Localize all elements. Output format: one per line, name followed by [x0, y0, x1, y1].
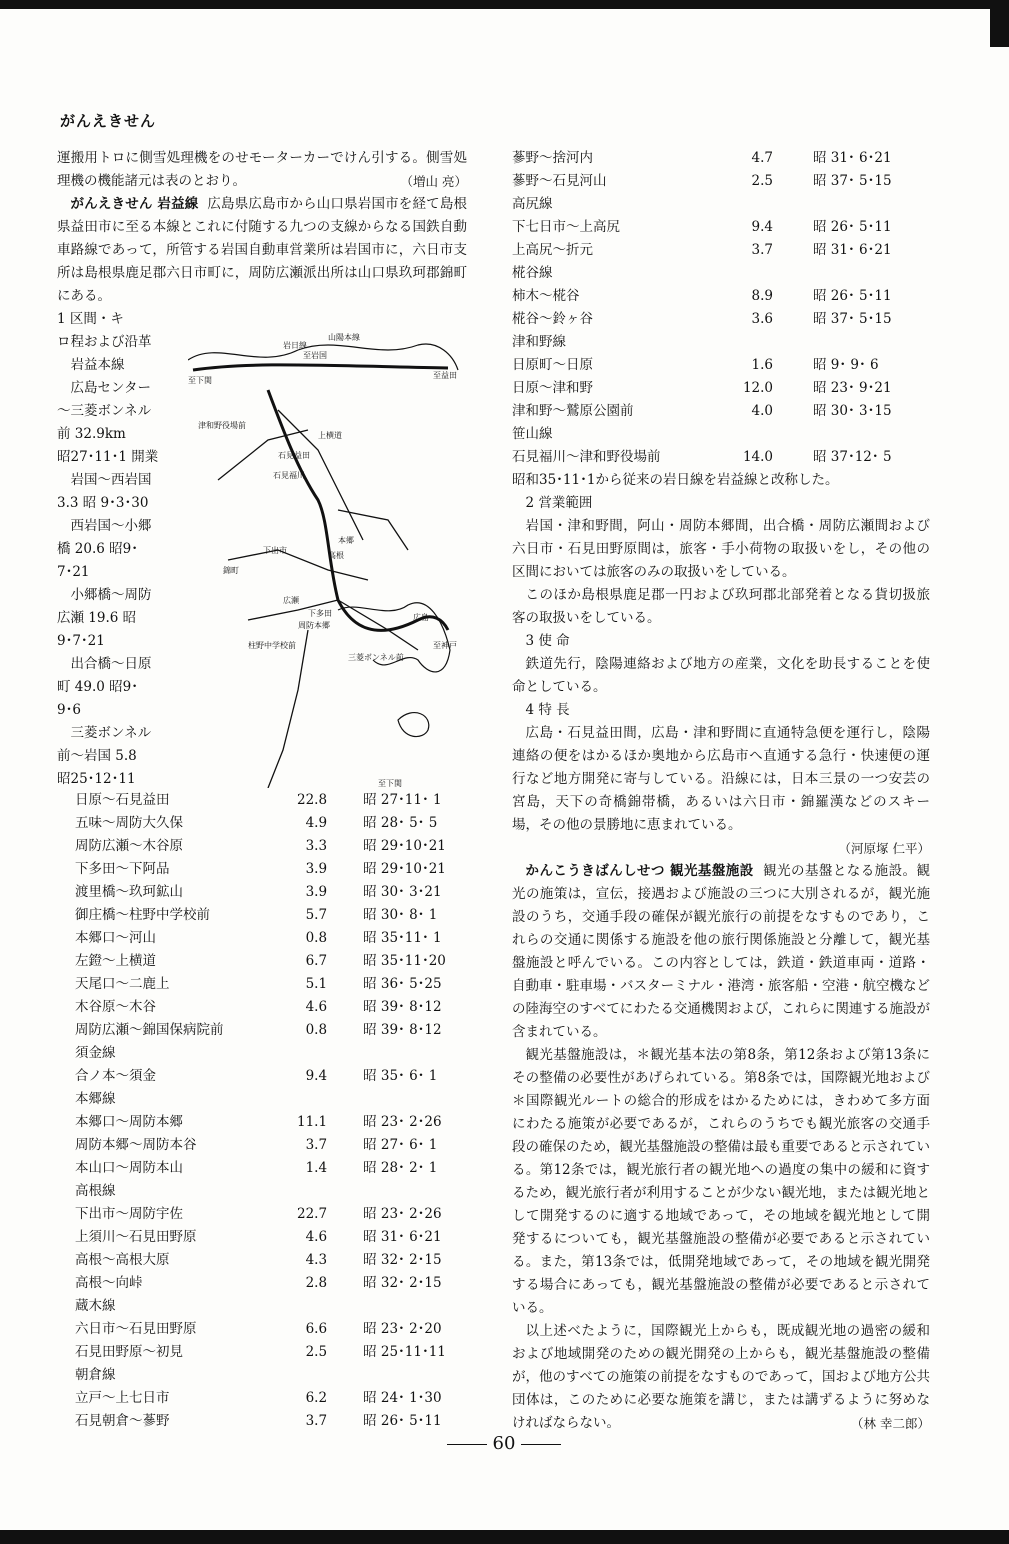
- kanko-entry-heading: かんこうきばんしせつ 観光基盤施設: [525, 863, 754, 879]
- history-line: 小郷橋～周防: [70, 587, 152, 603]
- route-km: [297, 1364, 327, 1387]
- route-opened: 昭 30･ 3･15: [813, 403, 892, 419]
- route-section: 下七日市～上高尻: [512, 219, 620, 235]
- kanko-paragraph-3-text: 以上述べたように，国際観光上からも，既成観光地の過密の緩和および地域開発のための観光開発の上からも，観光基盤施設の整備が，他のすべての施策の前提をなすものであって，国および地方公共団体は，このために必要な施策を講じ，または講ずるように努めなければならない。: [512, 1323, 930, 1431]
- route-km: 4.0: [751, 403, 773, 419]
- route-km: [740, 262, 773, 285]
- kanko-paragraph-3: [512, 1320, 930, 1435]
- route-km: 4.3: [305, 1252, 328, 1268]
- route-map: [188, 330, 460, 788]
- route-line-heading: [512, 262, 892, 285]
- route-opened: 昭 27･11･ 1: [363, 792, 442, 808]
- route-row: [75, 1272, 446, 1295]
- top-border: [0, 0, 1009, 9]
- map-label: 至神戸: [433, 641, 457, 650]
- map-label: 至益田: [433, 371, 457, 380]
- route-section: 石見福川～津和野役場前: [512, 449, 661, 465]
- section-4-text: 広島・石見益田間，広島・津和野間に直通特急便を運行し，陰陽連絡の便をはかるほか奥地から広島市へ直通する急行・快速便の運行など地方開発に寄与している。沿線には，日本三景の一つ安芸の宮島，天下の奇橋錦帯橋，あるいは六日市・錦羅漢などのスキー場，その他の景勝地に恵まれている。: [512, 725, 930, 833]
- route-row: [75, 1065, 446, 1088]
- route-section: 合ノ本～須金: [75, 1068, 156, 1084]
- route-row: [75, 1134, 446, 1157]
- route-section: 御庄橋～柱野中学校前: [75, 907, 210, 923]
- right-route-table: [512, 147, 892, 469]
- route-section: 須金線: [75, 1045, 116, 1061]
- route-section: 蔘野～石見河山: [512, 173, 607, 189]
- route-section: 蔘野～捨河内: [512, 150, 593, 166]
- history-line: 7･21: [57, 564, 90, 580]
- route-opened: 昭 26･ 5･11: [813, 288, 892, 304]
- route-km: 8.9: [751, 288, 773, 304]
- right-column: [512, 147, 930, 1435]
- route-section: 津和野～鷲原公園前: [512, 403, 634, 419]
- route-section: 下多田～下阿品: [75, 861, 170, 877]
- route-row: [512, 377, 892, 400]
- route-line-heading: [75, 1042, 446, 1065]
- route-section: 椛谷線: [512, 265, 553, 281]
- history-line: ロ程および沿革: [57, 334, 152, 350]
- history-line: 岩国～西岩国: [70, 472, 152, 488]
- route-row: [75, 1410, 446, 1433]
- route-km: 4.9: [305, 815, 328, 831]
- route-km: 9.4: [751, 219, 773, 235]
- running-header: がんえきせん: [60, 112, 157, 130]
- map-coastline: [188, 344, 458, 737]
- route-row: [512, 354, 892, 377]
- section-4-title: 4 特 長: [525, 702, 570, 718]
- route-opened: 昭 37･ 5･15: [813, 311, 892, 327]
- route-opened: 昭 28･ 2･ 1: [363, 1160, 438, 1176]
- route-line-heading: [75, 1364, 446, 1387]
- route-km: 12.0: [742, 380, 773, 396]
- route-section: 本郷口～河山: [75, 930, 156, 946]
- map-label: 広瀬: [283, 596, 299, 605]
- route-km: 14.0: [742, 449, 773, 465]
- section-1-history: [57, 308, 165, 791]
- route-km: 3.7: [305, 1137, 328, 1153]
- route-opened: 昭 24･ 1･30: [363, 1390, 442, 1406]
- route-km: 6.2: [305, 1390, 328, 1406]
- route-opened: 昭 39･ 8･12: [363, 1022, 442, 1038]
- history-line: 9･6: [57, 702, 81, 718]
- route-row: [75, 812, 446, 835]
- route-km: 3.9: [305, 861, 328, 877]
- route-section: 木谷原～木谷: [75, 999, 156, 1015]
- route-row: [75, 1387, 446, 1410]
- map-label: 広島: [413, 613, 429, 622]
- route-line-heading: [75, 1180, 446, 1203]
- route-km: 4.6: [305, 1229, 328, 1245]
- route-opened: 昭 35･11･20: [363, 953, 446, 969]
- history-line: 昭27･11･1 開業: [57, 449, 159, 465]
- route-opened: 昭 25･11･11: [363, 1344, 446, 1360]
- map-label: 下出市: [263, 546, 287, 555]
- history-line: 橋 20.6 昭9･: [57, 541, 138, 557]
- route-row: [75, 881, 446, 904]
- route-row: [75, 950, 446, 973]
- section-3-text: 鉄道先行，陰陽連絡および地方の産業，文化を助長することを使命としている。: [512, 656, 930, 695]
- route-km: 11.1: [297, 1114, 328, 1130]
- map-label: 下多田: [308, 609, 332, 618]
- route-km: 5.1: [305, 976, 328, 992]
- route-opened: 昭 35･11･ 1: [363, 930, 442, 946]
- history-line: 3.3 昭 9･3･30: [57, 495, 149, 511]
- route-km: 3.3: [305, 838, 328, 854]
- route-km: 9.4: [305, 1068, 328, 1084]
- route-row: [75, 996, 446, 1019]
- intro-text: 運搬用トロに側雪処理機をのせモーターカーでけん引する。側雪処理機の機能諸元は表のとおり。: [57, 150, 467, 189]
- route-opened: 昭 37･12･ 5: [813, 449, 892, 465]
- map-label: 本郷: [338, 536, 354, 545]
- route-row: [512, 239, 892, 262]
- route-km: 5.7: [305, 907, 328, 923]
- left-route-table: [75, 789, 446, 1433]
- route-row: [75, 973, 446, 996]
- route-section: 椛谷～鈴ヶ谷: [512, 311, 593, 327]
- route-row: [75, 927, 446, 950]
- route-opened: 昭 32･ 2･15: [363, 1252, 442, 1268]
- route-row: [75, 1341, 446, 1364]
- route-row: [75, 789, 446, 812]
- section-4-signature: （河原塚 仁平）: [838, 841, 930, 856]
- route-row: [512, 308, 892, 331]
- route-section: 高尻線: [512, 196, 553, 212]
- route-row: [75, 858, 446, 881]
- route-row: [75, 1203, 446, 1226]
- section-2-text-2: このほか島根県鹿足郡一円および玖珂郡北部発着となる貨切扱旅客の取扱いをしている。: [512, 587, 930, 626]
- route-km: [740, 193, 773, 216]
- route-opened: 昭 27･ 6･ 1: [363, 1137, 438, 1153]
- route-row: [512, 285, 892, 308]
- map-label: 上横道: [318, 431, 342, 440]
- map-label: 錦町: [223, 566, 239, 575]
- route-section: 蔵木線: [75, 1298, 116, 1314]
- route-km: 6.6: [305, 1321, 328, 1337]
- route-km: [297, 1042, 327, 1065]
- route-km: [297, 1295, 327, 1318]
- route-km: 4.7: [751, 150, 773, 166]
- route-km: 2.5: [305, 1344, 328, 1360]
- history-line: ～三菱ボンネル: [57, 403, 152, 419]
- history-line: 広島センター: [70, 380, 151, 396]
- route-row: [75, 1019, 446, 1042]
- route-opened: 昭 30･ 8･ 1: [363, 907, 438, 923]
- route-km: 1.4: [305, 1160, 328, 1176]
- map-label: 周防本郷: [298, 621, 330, 630]
- route-row: [75, 1111, 446, 1134]
- route-km: 22.8: [297, 792, 328, 808]
- route-row: [75, 1157, 446, 1180]
- route-section: 笹山線: [512, 426, 553, 442]
- route-row: [75, 1318, 446, 1341]
- route-km: 0.8: [305, 1022, 328, 1038]
- route-opened: [327, 1042, 446, 1065]
- route-section: 日原町～日原: [512, 357, 593, 373]
- map-label: 至岩国: [303, 351, 327, 360]
- map-label: 石見福川: [273, 471, 305, 480]
- section-2-title: 2 営業範囲: [525, 495, 593, 511]
- route-section: 柿木～椛谷: [512, 288, 580, 304]
- route-km: 3.9: [305, 884, 328, 900]
- route-opened: [327, 1364, 446, 1387]
- route-km: 3.7: [751, 242, 773, 258]
- route-section: 下出市～周防宇佐: [75, 1206, 183, 1222]
- route-section: 津和野線: [512, 334, 566, 350]
- map-label: 石見益田: [278, 451, 310, 460]
- route-row: [512, 170, 892, 193]
- route-opened: 昭 26･ 5･11: [813, 219, 892, 235]
- route-section: 左鐙～上横道: [75, 953, 156, 969]
- route-km: 3.7: [305, 1413, 328, 1429]
- route-km: 4.6: [305, 999, 328, 1015]
- map-label: 至下関: [188, 376, 212, 385]
- route-opened: 昭 30･ 3･21: [363, 884, 442, 900]
- route-row: [75, 1249, 446, 1272]
- route-opened: [327, 1088, 446, 1111]
- route-line-heading: [512, 423, 892, 446]
- route-line-heading: [75, 1295, 446, 1318]
- section-3-title: 3 使 命: [525, 633, 570, 649]
- edge-mark: [990, 9, 1009, 47]
- route-section: 本郷線: [75, 1091, 116, 1107]
- route-section: 天尾口～二鹿上: [75, 976, 170, 992]
- route-opened: 昭 29･10･21: [363, 838, 446, 854]
- route-km: 6.7: [305, 953, 328, 969]
- route-opened: 昭 9･ 9･ 6: [813, 357, 879, 373]
- map-railways: [193, 365, 448, 631]
- route-km: [740, 423, 773, 446]
- route-opened: 昭 28･ 5･ 5: [363, 815, 438, 831]
- route-section: 周防広瀬～木谷原: [75, 838, 183, 854]
- map-bus-routes: [218, 410, 418, 788]
- route-section: 石見田野原～初見: [75, 1344, 183, 1360]
- route-opened: 昭 31･ 6･21: [813, 242, 892, 258]
- map-label: 津和野役場前: [198, 421, 246, 430]
- history-line: 前 32.9km: [57, 426, 126, 442]
- route-section: 立戸～上七日市: [75, 1390, 170, 1406]
- route-row: [75, 904, 446, 927]
- route-opened: 昭 26･ 5･11: [363, 1413, 442, 1429]
- route-km: 0.8: [305, 930, 328, 946]
- route-row: [75, 835, 446, 858]
- route-section: 本郷口～周防本郷: [75, 1114, 183, 1130]
- rename-note: 昭和35･11･1から従来の岩日線を岩益線と改称した。: [512, 472, 839, 488]
- route-row: [512, 446, 892, 469]
- history-line: 三菱ボンネル: [70, 725, 152, 741]
- route-row: [512, 400, 892, 423]
- history-line: 町 49.0 昭9･: [57, 679, 138, 695]
- ganeki-entry-heading: がんえきせん 岩益線: [70, 196, 199, 212]
- route-opened: 昭 29･10･21: [363, 861, 446, 877]
- map-label: 山陽本線: [328, 333, 360, 342]
- route-opened: 昭 23･ 9･21: [813, 380, 892, 396]
- kanko-signature: （林 幸二郎）: [851, 1416, 930, 1431]
- route-opened: [773, 193, 892, 216]
- route-section: 六日市～石見田野原: [75, 1321, 197, 1337]
- route-opened: 昭 39･ 8･12: [363, 999, 442, 1015]
- route-section: 渡里橋～玖珂鉱山: [75, 884, 183, 900]
- route-section: 日原～津和野: [512, 380, 593, 396]
- route-km: [740, 331, 773, 354]
- section-2-text: 岩国・津和野間，阿山・周防本郷間，出合橋・周防広瀬間および六日市・石見田野原間は，旅客・手小荷物の取扱いをし，その他の区間においては旅客のみの取扱いをしている。: [512, 518, 930, 580]
- route-km: 2.5: [751, 173, 773, 189]
- route-opened: 昭 23･ 2･26: [363, 1206, 442, 1222]
- route-opened: 昭 23･ 2･26: [363, 1114, 442, 1130]
- map-label: 岩日線: [283, 341, 307, 350]
- route-section: 高根～向峠: [75, 1275, 143, 1291]
- route-section: 高根線: [75, 1183, 116, 1199]
- map-label: 至下関: [378, 779, 402, 788]
- route-opened: [773, 331, 892, 354]
- route-opened: [773, 262, 892, 285]
- route-km: [297, 1180, 327, 1203]
- route-km: [297, 1088, 327, 1111]
- route-opened: [773, 423, 892, 446]
- route-row: [512, 147, 892, 170]
- route-opened: 昭 35･ 6･ 1: [363, 1068, 438, 1084]
- route-opened: 昭 31･ 6･21: [813, 150, 892, 166]
- history-line: 1 区間・キ: [57, 311, 124, 327]
- history-line: 岩益本線: [70, 357, 125, 373]
- history-line: 西岩国～小郷: [70, 518, 152, 534]
- route-opened: [327, 1180, 446, 1203]
- history-line: 広瀬 19.6 昭: [57, 610, 137, 626]
- history-line: 出合橋～日原: [70, 656, 152, 672]
- intro-signature: （増山 亮）: [400, 174, 467, 189]
- route-section: 周防広瀬～錦国保病院前: [75, 1022, 224, 1038]
- route-row: [512, 216, 892, 239]
- ganeki-entry: [57, 193, 467, 308]
- kanko-entry-body: 観光の基盤となる施設。観光の施策は，宣伝，接遇および施設の三つに大別されるが，観光施設のうち，交通手段の確保が観光旅行の前提をなすものであり，これらの交通に関係する施設を他の旅行関係施設と分離して，観光基盤施設と呼んでいる。この内容としては，鉄道・鉄道車両・道路・自動車・駐車場・バスターミナル・港湾・旅客船・空港・航空機などの陸海空のすべてにわたる交通機関および，これらに関連する施設が含まれている。: [512, 863, 930, 1040]
- route-opened: 昭 37･ 5･15: [813, 173, 892, 189]
- kanko-paragraph-2: 観光基盤施設は，＊観光基本法の第8条，第12条および第13条にその整備の必要性があげられている。第8条では，国際観光地および＊国際観光ルートの総合的形成をはかるためには，きわめて多方面にわたる施策が必要であるが，これらのうちでも観光旅客の交通手段の確保のため，観光基盤施設の整備は最も重要であると示されている。第12条では，観光旅行者の観光地への過度の集中の緩和に資するため，観光旅行者が利用することが少ない観光地，または観光地として開発するのに適する地域であって，その地域を観光地として開発するについても，観光基盤施設の整備が必要であると示されている。また，第13条では，低開発地域であって，その地域を観光開発する場合にあっても，観光基盤施設の整備が必要であると示されている。: [512, 1047, 930, 1316]
- bottom-border: [0, 1530, 1009, 1544]
- route-opened: 昭 23･ 2･20: [363, 1321, 442, 1337]
- route-section: 朝倉線: [75, 1367, 116, 1383]
- page-number: 60: [436, 1433, 572, 1454]
- route-km: 1.6: [751, 357, 773, 373]
- route-section: 上高尻～折元: [512, 242, 593, 258]
- map-label: 高根: [328, 551, 344, 560]
- history-line: 前～岩国 5.8: [57, 748, 137, 764]
- intro-paragraph: [57, 147, 467, 193]
- route-row: [75, 1226, 446, 1249]
- route-section: 五味～周防大久保: [75, 815, 183, 831]
- route-km: 3.6: [751, 311, 773, 327]
- route-section: 高根～高根大原: [75, 1252, 170, 1268]
- route-opened: [327, 1295, 446, 1318]
- route-section: 本山口～周防本山: [75, 1160, 183, 1176]
- ganeki-entry-body: 広島県広島市から山口県岩国市を経て島根県益田市に至る本線とこれに付随する九つの支線からなる国鉄自動車路線であって，所管する岩国自動車営業所は岩国市に，六日市支所は島根県鹿足郡六日市町に，周防広瀬派出所は山口県玖珂郡錦町にある。: [57, 196, 467, 304]
- route-opened: 昭 31･ 6･21: [363, 1229, 442, 1245]
- route-line-heading: [512, 331, 892, 354]
- route-section: 上須川～石見田野原: [75, 1229, 197, 1245]
- route-section: 石見朝倉～蔘野: [75, 1413, 170, 1429]
- route-section: 周防本郷～周防本谷: [75, 1137, 197, 1153]
- map-label: 三菱ボンネル前: [348, 653, 404, 662]
- route-km: 2.8: [305, 1275, 328, 1291]
- route-line-heading: [75, 1088, 446, 1111]
- kanko-entry: [512, 860, 930, 1044]
- route-km: 22.7: [297, 1206, 328, 1222]
- route-section: 日原～石見益田: [75, 792, 170, 808]
- route-opened: 昭 32･ 2･15: [363, 1275, 442, 1291]
- history-line: 昭25･12･11: [57, 771, 136, 787]
- route-line-heading: [512, 193, 892, 216]
- history-line: 9･7･21: [57, 633, 105, 649]
- map-label: 柱野中学校前: [248, 641, 296, 650]
- route-opened: 昭 36･ 5･25: [363, 976, 442, 992]
